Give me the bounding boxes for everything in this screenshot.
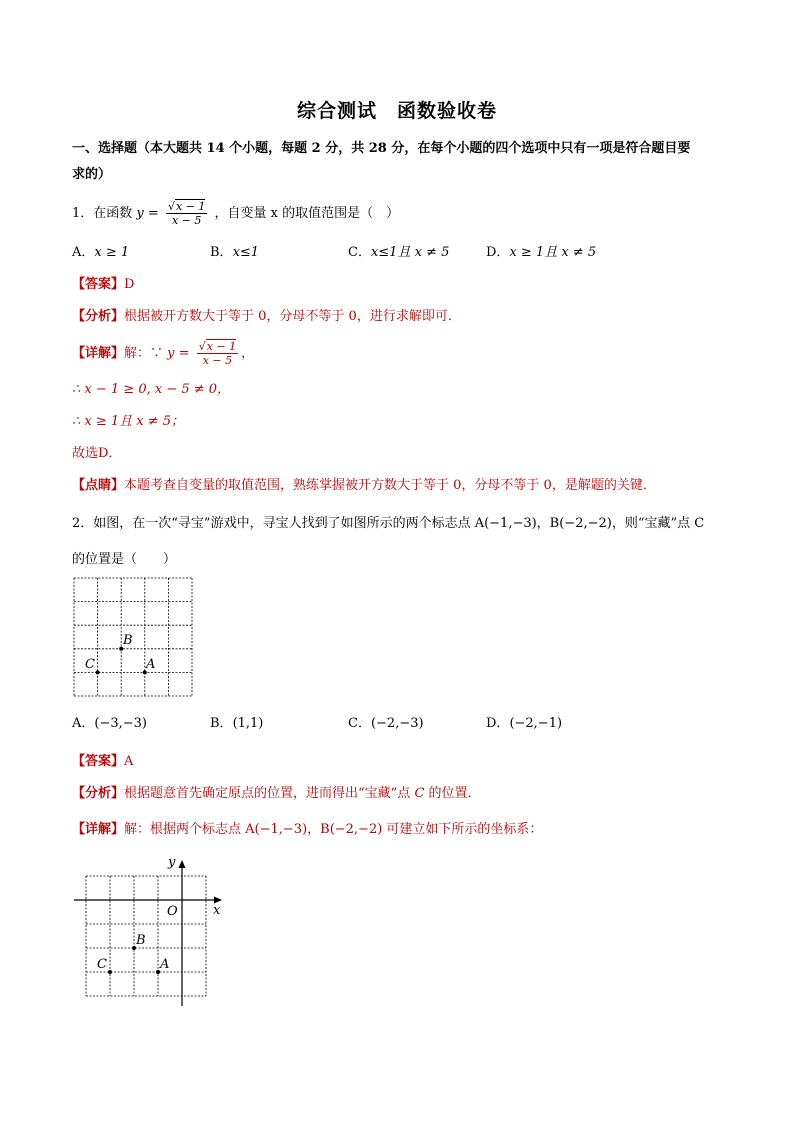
q1-option-a-text: x ≥ 1 xyxy=(94,245,130,260)
coord-label-c: C xyxy=(97,957,107,972)
q1-stem-pre: 1．在函数 xyxy=(72,206,133,221)
coord-point-c xyxy=(108,970,112,974)
q2-answer-tag: 【答案】 xyxy=(72,754,125,769)
q2-option-b-label: B． xyxy=(210,716,233,731)
q1-comment-text: 本题考查自变量的取值范围，熟练掌握被开方数大于等于 0，分母不等于 0，是解题的关键． xyxy=(124,478,656,493)
q1-detail-pre: 解：∵ xyxy=(124,346,164,361)
q1-step2: ∴ x ≥ 1且 x ≠ 5； xyxy=(72,414,185,429)
q1-y-eq: y = xyxy=(136,206,159,221)
q1-option-a[interactable] xyxy=(72,241,129,260)
q1-detail-post: ， xyxy=(241,346,255,361)
label-c: C xyxy=(85,657,95,672)
q2-detail-tag: 【详解】 xyxy=(72,822,125,837)
q2-stem-line1: 2．如图，在一次“寻宝”游戏中，寻宝人找到了如图所示的两个标志点 A(−1,−3)，B(−2,−2)，则“宝藏”点 C xyxy=(72,516,705,531)
q1-option-c[interactable] xyxy=(348,241,449,260)
q2-detail-text: 解：根据两个标志点 A(−1,−3)，B(−2,−2) 可建立如下所示的坐标系： xyxy=(124,822,543,837)
q2-option-b-text: (1,1) xyxy=(232,716,264,731)
section-heading-line1: 一、选择题（本大题共 14 个小题，每题 2 分，共 28 分，在每个小题的四个选项中只有一项是符合题目要 xyxy=(72,141,691,156)
q1-stem-post: ，自变量 x 的取值范围是（ ） xyxy=(214,206,400,221)
q2-option-d[interactable] xyxy=(486,712,562,731)
q2-option-c-text: (−2,−3) xyxy=(370,716,424,731)
q2-analysis-post: 的位置． xyxy=(424,786,481,801)
q1-comment xyxy=(72,474,656,493)
q2-option-d-text: (−2,−1) xyxy=(509,716,563,731)
q2-detail xyxy=(72,818,542,837)
label-a: A xyxy=(146,657,156,672)
q2-grid-figure xyxy=(72,576,196,700)
q1-answer-value: D xyxy=(124,277,135,292)
q2-option-a-label: A． xyxy=(72,716,95,731)
q1-detail-fraction xyxy=(197,340,238,367)
q1-detail-frac-denominator: x − 5 xyxy=(202,354,233,367)
q1-detail-tag: 【详解】 xyxy=(72,346,125,361)
q2-option-c[interactable] xyxy=(348,712,424,731)
q2-option-d-label: D． xyxy=(486,716,510,731)
q1-option-d-text: x ≥ 1且 x ≠ 5 xyxy=(509,245,597,260)
q1-detail-y-eq: y = xyxy=(167,346,190,361)
q2-analysis-c: C xyxy=(414,786,425,801)
q1-option-b-label: B． xyxy=(210,245,233,260)
q2-analysis-pre: 根据题意首先确定原点的位置，进而得出“宝藏”点 xyxy=(124,786,415,801)
q1-step3: 故选D． xyxy=(72,446,122,461)
origin-label: O xyxy=(167,904,178,919)
q2-option-a[interactable] xyxy=(72,712,147,731)
q1-detail-frac-radicand: x − 1 xyxy=(206,340,237,353)
q1-step1: ∴ x − 1 ≥ 0, x − 5 ≠ 0， xyxy=(72,382,231,397)
q1-option-c-label: C． xyxy=(348,245,371,260)
section-heading-line2: 求的） xyxy=(72,167,112,182)
q1-option-b[interactable] xyxy=(210,241,259,260)
q1-option-d[interactable] xyxy=(486,241,596,260)
q1-detail xyxy=(72,340,254,367)
q2-answer-value: A xyxy=(124,754,134,769)
q1-frac-radicand: x − 1 xyxy=(175,200,206,213)
q1-answer xyxy=(72,273,134,292)
q1-comment-tag: 【点睛】 xyxy=(72,478,125,493)
q2-coordinate-figure xyxy=(72,852,228,1010)
coord-label-b: B xyxy=(136,933,146,948)
q1-analysis xyxy=(72,305,461,324)
q2-analysis-tag: 【分析】 xyxy=(72,786,125,801)
q2-analysis xyxy=(72,782,481,801)
page-title: 综合测试 函数验收卷 xyxy=(296,100,497,122)
q1-analysis-tag: 【分析】 xyxy=(72,309,125,324)
q1-detail-frac-numerator: √x − 1 xyxy=(198,340,237,353)
q2-answer xyxy=(72,750,133,769)
q2-option-a-text: (−3,−3) xyxy=(94,716,147,731)
q1-option-b-text: x≤1 xyxy=(232,245,260,260)
q1-stem xyxy=(72,200,399,227)
q1-fraction xyxy=(166,200,207,227)
axis-label-x: x xyxy=(213,903,221,918)
q1-frac-denominator: x − 5 xyxy=(171,214,202,227)
coord-label-a: A xyxy=(160,957,170,972)
q1-option-a-label: A． xyxy=(72,245,95,260)
axis-label-y: y xyxy=(168,855,176,870)
q1-option-c-text: x≤1且 x ≠ 5 xyxy=(370,245,450,260)
q2-stem-line2: 的位置是（ ） xyxy=(72,552,177,567)
q2-option-c-label: C． xyxy=(348,716,371,731)
q1-answer-tag: 【答案】 xyxy=(72,277,125,292)
y-axis-arrow-icon xyxy=(179,860,186,868)
q1-frac-numerator: √x − 1 xyxy=(167,200,206,213)
q1-option-d-label: D． xyxy=(486,245,510,260)
point-c xyxy=(96,670,100,674)
q2-option-b[interactable] xyxy=(210,712,263,731)
q1-analysis-text: 根据被开方数大于等于 0，分母不等于 0，进行求解即可． xyxy=(124,309,461,324)
label-b: B xyxy=(123,633,133,648)
